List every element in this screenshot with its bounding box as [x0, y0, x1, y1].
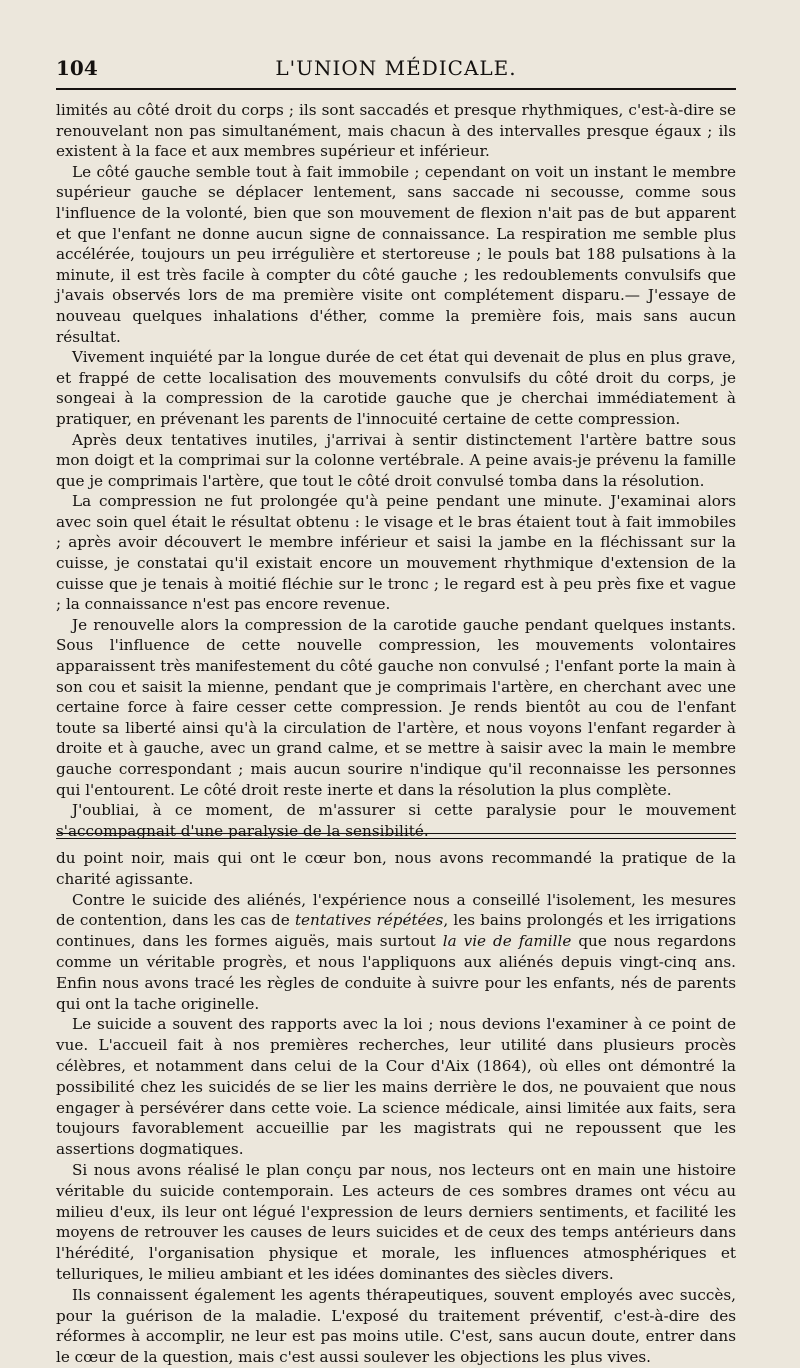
emphasis: la vie de famille	[442, 932, 572, 951]
paragraph: limités au côté droit du corps ; ils sont saccadés et presque rhythmiques, c'est-à-dire se renouvelant non pas simultanément, mais chacun à des intervalles presque égaux ; ils existent à la face et aux membres supérieur et inférieur.	[56, 101, 736, 161]
paragraph: Si nous avons réalisé le plan conçu par nous, nos lecteurs ont en main une histoire véritable du suicide contemporain. Les acteurs de ces sombres drames ont vécu au milieu d'eux, ils leur ont légué l'expression de leurs derniers sentiments, et facilité les moyens de retrouver les causes de leurs suicides et de ceux des temps antérieurs dans l'hérédité, l'organisation physique et morale, les influences atmosphériques et telluriques, le milieu ambiant et les idées dominantes des siècles divers.	[56, 1160, 736, 1283]
suicide-essay-section	[56, 848, 736, 1368]
paragraph	[56, 890, 736, 1015]
paragraph: du point noir, mais qui ont le cœur bon, nous avons recommandé la pratique de la charité agissante.	[56, 849, 736, 888]
paragraph: Vivement inquiété par la longue durée de cet état qui devenait de plus en plus grave, et frappé de cette localisation des mouvements convulsifs du côté droit du corps, je songeai à la compression de la carotide gauche que je cherchai immédiatement à pratiquer, en prévenant les parents de l'innocuité certaine de cette compression.	[56, 348, 736, 428]
paragraph: J'oubliai, à ce moment, de m'assurer si cette paralysie pour le mouvement s'accompagnait d'une paralysie de la sensibilité.	[56, 801, 736, 840]
page-number: 104	[56, 56, 98, 80]
paragraph: Après deux tentatives inutiles, j'arrivai à sentir distinctement l'artère battre sous mon doigt et la comprimai sur la colonne vertébrale. A peine avais-je prévenu la famille que je comprimais l'artère, que tout le côté droit convulsé tomba dans la résolution.	[56, 430, 736, 490]
section-separator-rule	[56, 838, 736, 839]
text-run: que nous regardons comme un véritable progrès, et nous l'appliquons aux aliénés depuis vingt-cinq ans. Enfin nous avons tracé les règles de conduite à suivre pour les enfants, nés de parents qui ont la tache originelle.	[56, 932, 736, 1013]
text-run: Contre le suicide des aliénés, l'expérience nous a conseillé l'isolement, les mesures de contention, dans les cas de	[56, 890, 736, 930]
running-title: L'UNION MÉDICALE.	[275, 56, 517, 80]
section-separator-rule	[56, 833, 736, 834]
paragraph: Ils connaissent également les agents thérapeutiques, souvent employés avec succès, pour la guérison de la maladie. L'exposé du traitement préventif, c'est-à-dire des réformes à accomplir, ne leur est pas moins utile. C'est, sans aucun doute, entrer dans le cœur de la question, mais c'est aussi soulever les objections les plus vives.	[56, 1285, 736, 1367]
case-report-section	[56, 100, 736, 841]
text-run: , les bains prolongés et les irrigations continues, dans les formes aiguës, mais surtout	[56, 911, 737, 951]
paragraph: Le côté gauche semble tout à fait immobile ; cependant on voit un instant le membre supérieur gauche se déplacer lentement, sans saccade ni secousse, comme sous l'influence de la volonté, bien que son mouvement de flexion n'ait pas de but apparent et que l'enfant ne donne aucun signe de connaissance. La respiration me semble plus accélérée, toujours un peu irrégulière et stertoreuse ; le pouls bat 188 pulsations à la minute, il est très facile à compter du côté gauche ; les redoublements convulsifs que j'avais observés lors de ma première visite ont complétement disparu.— J'essaye de nouveau quelques inhalations d'éther, comme la première fois, mais sans aucun résultat.	[56, 162, 736, 346]
emphasis: tentatives répétées	[294, 911, 444, 930]
paragraph: La compression ne fut prolongée qu'à peine pendant une minute. J'examinai alors avec soin quel était le résultat obtenu : le visage et le bras étaient tout à fait immobiles ; après avoir découvert le membre inférieur et saisi la jambe en la fléchissant sur la cuisse, je constatai qu'il existait encore un mouvement rhythmique d'extension de la cuisse que je tenais à moitié fléchie sur le tronc ; le regard est à peu près fixe et vague ; la connaissance n'est pas encore revenue.	[56, 492, 736, 614]
page-header	[56, 54, 736, 84]
paragraph: Le suicide a souvent des rapports avec la loi ; nous devions l'examiner à ce point de vue. L'accueil fait à nos premières recherches, leur utilité dans plusieurs procès célèbres, et notamment dans celui de la Cour d'Aix (1864), où elles ont démontré la possibilité chez les suicidés de se lier les mains derrière le dos, ne pouvaient que nous engager à persévérer dans cette voie. La science médicale, ainsi limitée aux faits, sera toujours favorablement accueillie par les magistrats qui ne repoussent que les assertions dogmatiques.	[56, 1015, 736, 1159]
paragraph: Je renouvelle alors la compression de la carotide gauche pendant quelques instants. Sous l'influence de cette nouvelle compression, les mouvements volontaires apparaissent très manifestement du côté gauche non convulsé ; l'enfant porte la main à son cou et saisit la mienne, pendant que je comprimais l'artère, en cherchant avec une certaine force à faire cesser cette compression. Je rends bientôt au cou de l'enfant toute sa liberté ainsi qu'à la circulation de l'artère, et nous voyons l'enfant regarder à droite et à gauche, avec un grand calme, et se mettre à saisir avec la main le membre gauche correspondant ; mais aucun sourire n'indique qu'il reconnaisse les personnes qui l'entourent. Le côté droit reste inerte et dans la résolution la plus complète.	[56, 615, 736, 799]
header-rule	[56, 88, 736, 90]
